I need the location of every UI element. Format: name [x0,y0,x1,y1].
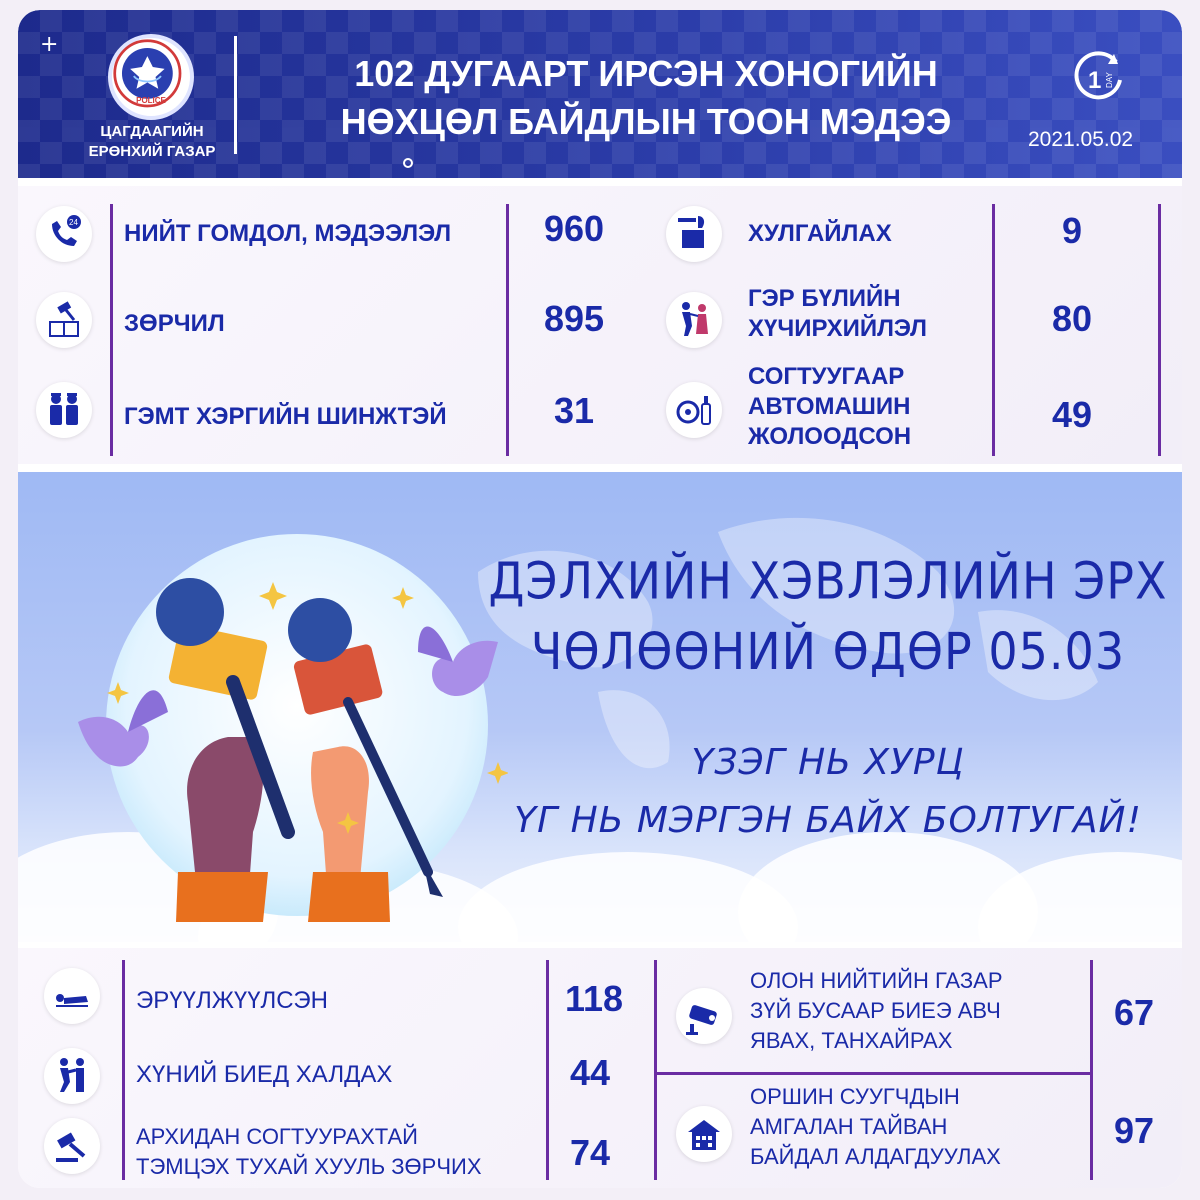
decorative-dot [403,158,413,168]
stat-label-line: ХҮЧИРХИЙЛЭЛ [748,315,927,342]
top-stats-panel [18,186,1182,464]
stat-label-line: АРХИДАН СОГТУУРАХТАЙ [136,1124,418,1149]
stat-label-line: СОГТУУГААР [748,363,905,390]
assault-icon [44,1048,100,1104]
report-date: 2021.05.02 [1028,128,1134,151]
org-name-line1: ЦАГДААГИЙН [100,123,204,140]
stat-value: 9 [1061,210,1083,251]
apartment-building-icon [676,1106,732,1162]
divider [654,1072,1090,1075]
stat-label [748,362,911,452]
stat-value: 960 [543,208,605,249]
title-line2: НӨХЦӨЛ БАЙДЛЫН ТООН МЭДЭЭ [340,101,952,142]
bottom-stats-panel [18,948,1182,1188]
logo-text: POLICE [136,96,166,105]
svg-text:24: 24 [69,218,78,227]
stat-label [136,1122,482,1182]
divider [506,204,509,456]
stat-label-line: ЖОЛООДСОН [748,423,912,450]
stat-value: 44 [569,1052,611,1093]
police-officers-icon [36,382,92,438]
divider [1158,204,1161,456]
sober-up-icon [44,968,100,1024]
banner-title-line2: ЧӨЛӨӨНИЙ ӨДӨР 05.03 [530,621,1126,681]
stat-value: 49 [1051,394,1093,435]
org-name-line2: ЕРӨНХИЙ ГАЗАР [88,143,216,160]
theft-hand-icon [666,206,722,262]
stat-label-line: ЗҮЙ БУСААР БИЕЭ АВЧ [750,998,1001,1023]
infographic [18,10,1182,1188]
stat-label: ХУЛГАЙЛАХ [748,220,892,247]
gavel-book-icon [36,292,92,348]
banner-subtitle-line1: ҮЗЭГ НЬ ХУРЦ [691,742,965,783]
drunk-driving-icon [666,382,722,438]
stat-value: 31 [553,390,595,431]
svg-text:DAY: DAY [1105,72,1114,88]
stat-label-line: ЯВАХ, ТАНХАЙРАХ [750,1028,953,1053]
divider [654,960,657,1180]
stat-value: 97 [1113,1110,1155,1151]
stat-label-line: АВТОМАШИН [748,393,911,420]
stat-label: ЗӨРЧИЛ [124,310,225,337]
dove-icon [418,627,498,696]
stat-label-line: ТЭМЦЭХ ТУХАЙ ХУУЛЬ ЗӨРЧИХ [136,1154,482,1179]
divider [110,204,113,456]
stat-label-line: ОРШИН СУУГЧДЫН [750,1084,960,1109]
header [18,10,1182,178]
stat-value: 118 [564,978,624,1019]
banner-subtitle [488,734,1168,850]
stat-label-line: ГЭР БҮЛИЙН [748,285,901,312]
one-day-icon [1070,50,1126,106]
org-name [70,122,234,162]
divider [992,204,995,456]
domestic-violence-icon [666,292,722,348]
stat-value: 67 [1113,992,1155,1033]
stat-label-line: БАЙДАЛ АЛДАГДУУЛАХ [750,1144,1001,1169]
page-title [256,50,1036,146]
stat-value: 74 [569,1132,611,1173]
cctv-icon [676,988,732,1044]
divider [122,960,125,1180]
title-line1: 102 ДУГААРТ ИРСЭН ХОНОГИЙН [354,53,938,94]
stat-label: НИЙТ ГОМДОЛ, МЭДЭЭЛЭЛ [124,220,452,247]
dove-icon [78,690,168,766]
plus-icon: + [40,32,59,57]
phone-24-icon [36,206,92,262]
press-freedom-banner [18,472,1182,942]
stat-value: 895 [543,298,605,339]
stat-label [748,284,927,344]
header-divider [234,36,237,154]
stat-label: ЭРҮҮЛЖҮҮЛСЭН [136,987,328,1014]
stat-label-line: АМГАЛАН ТАЙВАН [750,1114,948,1139]
stat-label: ХҮНИЙ БИЕД ХАЛДАХ [136,1061,393,1088]
stat-label [750,1082,1001,1172]
banner-title [488,546,1168,687]
police-logo [108,34,194,120]
microphones-illustration [58,542,508,922]
stat-label-line: ОЛОН НИЙТИЙН ГАЗАР [750,968,1003,993]
alcohol-law-gavel-icon [44,1118,100,1174]
svg-text:1: 1 [1088,67,1102,94]
stat-label: ГЭМТ ХЭРГИЙН ШИНЖТЭЙ [124,403,447,430]
stat-value: 80 [1051,298,1093,339]
banner-title-line1: ДЭЛХИЙН ХЭВЛЭЛИЙН ЭРХ [488,551,1168,611]
stat-label [750,966,1003,1056]
banner-subtitle-line2: ҮГ НЬ МЭРГЭН БАЙХ БОЛТУГАЙ! [514,800,1142,841]
